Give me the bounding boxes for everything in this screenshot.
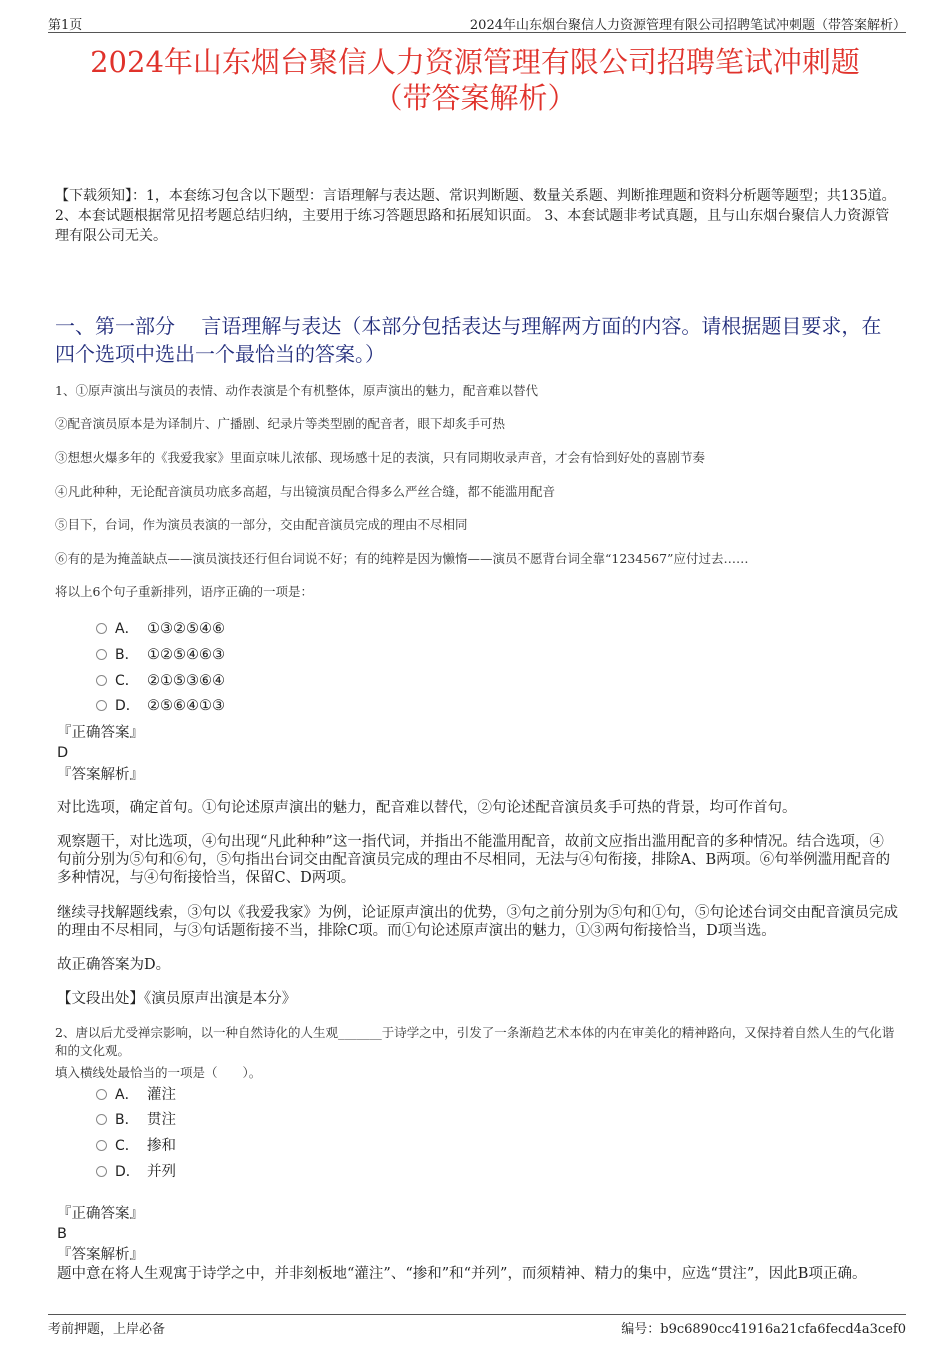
q1-answer: D: [57, 745, 69, 761]
radio-icon[interactable]: [96, 675, 107, 686]
q1-analysis-p3: 继续寻找解题线索，③句以《我爱我家》为例，论证原声演出的优势，③句之前分别为⑤句和①句，⑤句论述台词交由配音演员完成的理由不尽相同，与③句话题衔接不当，排除C项。而①句论述原声演出的魅力，①③两句衔接恰当，D项当选。: [57, 905, 898, 939]
header-doc-title: 2024年山东烟台聚信人力资源管理有限公司招聘笔试冲刺题（带答案解析）: [469, 18, 906, 33]
title-line-1: 2024年山东烟台聚信人力资源管理有限公司招聘笔试冲刺题: [90, 45, 860, 79]
q1-sentence-3: ③想想火爆多年的《我爱我家》里面京味儿浓郁、现场感十足的表演，只有同期收录声音，才会有恰到好处的喜剧节奏: [55, 450, 706, 465]
q1-option-a[interactable]: A． ①③②⑤④⑥: [96, 619, 225, 639]
q2-analysis-label: 『答案解析』: [57, 1247, 144, 1263]
page-number: 第1页: [48, 18, 83, 33]
radio-icon[interactable]: [96, 623, 107, 634]
radio-icon[interactable]: [96, 649, 107, 660]
section-heading: 一、第一部分 言语理解与表达（本部分包括表达与理解两方面的内容。请根据题目要求，在四个选项中选出一个最恰当的答案。）: [55, 314, 882, 366]
q1-option-d[interactable]: D． ②⑤⑥④①③: [96, 696, 225, 716]
q1-option-b[interactable]: B． ①②⑤④⑥③: [96, 645, 225, 665]
footer-serial: 编号：b9c6890cc41916a21cfa6fecd4a3cef0: [621, 1322, 906, 1337]
q2-option-a[interactable]: A． 灌注: [96, 1085, 176, 1105]
footer-slogan: 考前押题，上岸必备: [48, 1322, 166, 1337]
page-footer: [48, 1314, 906, 1337]
radio-icon[interactable]: [96, 1089, 107, 1100]
q1-source: 【文段出处】《演员原声出演是本分》: [57, 991, 297, 1007]
q1-prompt: 将以上6个句子重新排列，语序正确的一项是：: [55, 584, 313, 599]
q1-sentence-2: ②配音演员原本是为译制片、广播剧、纪录片等类型剧的配音者，眼下却炙手可热: [55, 416, 506, 431]
q2-answer: B: [57, 1226, 67, 1242]
download-notice: 【下载须知】：1，本套练习包含以下题型：言语理解与表达题、常识判断题、数量关系题、判断推理题和资料分析题等题型；共135道。 2、本套试题根据常见招考题总结归纳，主要用于练习答题思路和拓展知识面。 3、本套试题非考试真题，且与山东烟台聚信人力资源管理有限公司无关。: [55, 188, 896, 244]
q1-analysis-p1: 对比选项，确定首句。①句论述原声演出的魅力，配音难以替代，②句论述配音演员炙手可热的背景，均可作首句。: [57, 800, 797, 816]
q1-option-c[interactable]: C． ②①⑤③⑥④: [96, 671, 225, 691]
q1-analysis-p4: 故正确答案为D。: [57, 957, 171, 973]
page-title: [30, 44, 920, 116]
q2-option-c[interactable]: C． 掺和: [96, 1136, 176, 1156]
q2-option-b[interactable]: B． 贯注: [96, 1110, 176, 1130]
q1-sentence-4: ④凡此种种，无论配音演员功底多高超，与出镜演员配合得多么严丝合缝，都不能滥用配音: [55, 484, 556, 499]
q2-stem: 2、唐以后尤受禅宗影响，以一种自然诗化的人生观_______于诗学之中，引发了一条渐趋艺术本体的内在审美化的精神路向，又保持着自然人生的气化谐和的文化观。: [55, 1025, 895, 1058]
page-header: [48, 14, 906, 33]
radio-icon[interactable]: [96, 1140, 107, 1151]
q1-sentence-6: ⑥有的是为掩盖缺点——演员演技还行但台词说不好；有的纯粹是因为懒惰——演员不愿背台词全靠“1234567”应付过去……: [55, 551, 749, 566]
q1-analysis-label: 『答案解析』: [57, 767, 144, 783]
q1-analysis-p2: 观察题干，对比选项，④句出现“凡此种种”这一指代词，并指出不能滥用配音，故前文应指出滥用配音的多种情况。结合选项，④句前分别为⑤句和⑥句，⑤句指出台词交由配音演员完成的理由不尽相同，无法与④句衔接，排除A、B两项。⑥句举例滥用配音的多种情况，与④句衔接恰当，保留C、D两项。: [57, 834, 891, 886]
q1-answer-label: 『正确答案』: [57, 725, 144, 741]
q1-sentence-1: 1、①原声演出与演员的表情、动作表演是个有机整体，原声演出的魅力，配音难以替代: [55, 383, 538, 398]
title-line-2: （带答案解析）: [373, 81, 577, 115]
q2-answer-label: 『正确答案』: [57, 1206, 144, 1222]
q2-option-d[interactable]: D． 并列: [96, 1162, 176, 1182]
radio-icon[interactable]: [96, 700, 107, 711]
radio-icon[interactable]: [96, 1166, 107, 1177]
radio-icon[interactable]: [96, 1114, 107, 1125]
q1-sentence-5: ⑤目下，台词，作为演员表演的一部分，交由配音演员完成的理由不尽相同: [55, 517, 468, 532]
q2-prompt: 填入横线处最恰当的一项是（ ）。: [55, 1065, 262, 1080]
q2-analysis-p1: 题中意在将人生观寓于诗学之中，并非刻板地“灌注”、“掺和”和“并列”，而须精神、精力的集中，应选“贯注”，因此B项正确。: [57, 1266, 867, 1282]
